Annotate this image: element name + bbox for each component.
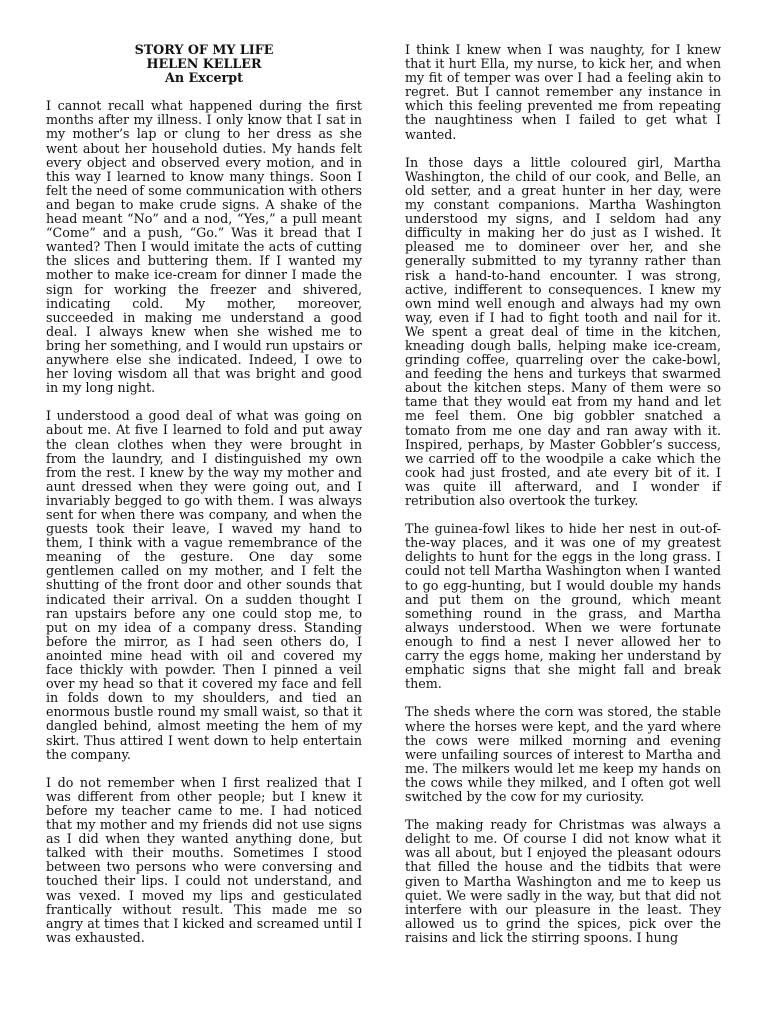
paragraph: The guinea-fowl likes to hide her nest in out-of-the-way places, and it was one of my greatest delights to hunt for the eggs in the long grass. I could not tell Martha Washington when I wanted to go egg-hunting, but I would double my hands and put them on the ground, which meant something round in the grass, and Martha always understood. When we were fortunate enough to find a nest I never allowed her to carry the eggs home, making her understand by emphatic signs that she might fall and break them.	[405, 521, 721, 692]
document-title	[46, 43, 362, 85]
paragraph: I think I knew when I was naughty, for I knew that it hurt Ella, my nurse, to kick her, and when my fit of temper was over I had a feeling akin to regret. But I cannot remember any instance in which this feeling prevented me from repeating the naughtiness when I failed to get what I wanted.	[405, 42, 721, 142]
title-line-1: STORY OF MY LIFE	[134, 42, 274, 57]
paragraph: I cannot recall what happened during the first months after my illness. I only know that I sat in my mother’s lap or clung to her dress as she went about her household duties. My hands felt every object and observed every motion, and in this way I learned to know many things. Soon I felt the need of some communication with others and began to make crude signs. A shake of the head meant “No” and a nod, “Yes,” a pull meant “Come” and a push, “Go.” Was it bread that I wanted? Then I would imitate the acts of cutting the slices and buttering them. If I wanted my mother to make ice-cream for dinner I made the sign for working the freezer and shivered, indicating cold. My mother, moreover, succeeded in making me understand a good deal. I always knew when she wished me to bring her something, and I would run upstairs or anywhere else she indicated. Indeed, I owe to her loving wisdom all that was bright and good in my long night.	[46, 98, 362, 396]
right-column	[405, 43, 721, 945]
left-column	[46, 43, 362, 945]
paragraph: I do not remember when I first realized that I was different from other people; but I knew it before my teacher came to me. I had noticed that my mother and my friends did not use signs as I did when they wanted anything done, but talked with their mouths. Sometimes I stood between two persons who were conversing and touched their lips. I could not understand, and was vexed. I moved my lips and gesticulated frantically without result. This made me so angry at times that I kicked and screamed until I was exhausted.	[46, 774, 362, 945]
title-line-2: HELEN KELLER	[146, 56, 262, 72]
paragraph: The sheds where the corn was stored, the stable where the horses were kept, and the yard where the cows were milked morning and evening were unfailing sources of interest to Martha and me. The milkers would let me keep my hands on the cows while they milked, and I often got well switched by the cow for my curiosity.	[405, 704, 721, 804]
paragraph: The making ready for Christmas was always a delight to me. Of course I did not know what it was all about, but I enjoyed the pleasant odours that filled the house and the tidbits that were given to Martha Washington and me to keep us quiet. We were sadly in the way, but that did not interfere with our pleasure in the least. They allowed us to grind the spices, pick over the raisins and lick the stirring spoons. I hung	[405, 817, 721, 945]
paragraph: I understood a good deal of what was going on about me. At five I learned to fold and put away the clean clothes when they were brought in from the laundry, and I distinguished my own from the rest. I knew by the way my mother and aunt dressed when they were going out, and I invariably begged to go with them. I was always sent for when there was company, and when the guests took their leave, I waved my hand to them, I think with a vague remembrance of the meaning of the gesture. One day some gentlemen called on my mother, and I felt the shutting of the front door and other sounds that indicated their arrival. On a sudden thought I ran upstairs before any one could stop me, to put on my idea of a company dress. Standing before the mirror, as I had seen others do, I anointed mine head with oil and covered my face thickly with powder. Then I pinned a veil over my head so that it covered my face and fell in folds down to my shoulders, and tied an enormous bustle round my small waist, so that it dangled behind, almost meeting the hem of my skirt. Thus attired I went down to help entertain the company.	[46, 408, 362, 762]
title-line-3: An Excerpt	[165, 70, 243, 86]
paragraph: In those days a little coloured girl, Martha Washington, the child of our cook, and Belle, an old setter, and a great hunter in her day, were my constant companions. Martha Washington understood my signs, and I seldom had any difficulty in making her do just as I wished. It pleased me to domineer over her, and she generally submitted to my tyranny rather than risk a hand-to-hand encounter. I was strong, active, indifferent to consequences. I knew my own mind well enough and always had my own way, even if I had to fight tooth and nail for it. We spent a great deal of time in the kitchen, kneading dough balls, helping make ice-cream, grinding coffee, quarreling over the cake-bowl, and feeding the hens and turkeys that swarmed about the kitchen steps. Many of them were so tame that they would eat from my hand and let me feel them. One big gobbler snatched a tomato from me one day and ran away with it. Inspired, perhaps, by Master Gobbler’s success, we carried off to the woodpile a cake which the cook had just frosted, and ate every bit of it. I was quite ill afterward, and I wonder if retribution also overtook the turkey.	[405, 154, 721, 508]
